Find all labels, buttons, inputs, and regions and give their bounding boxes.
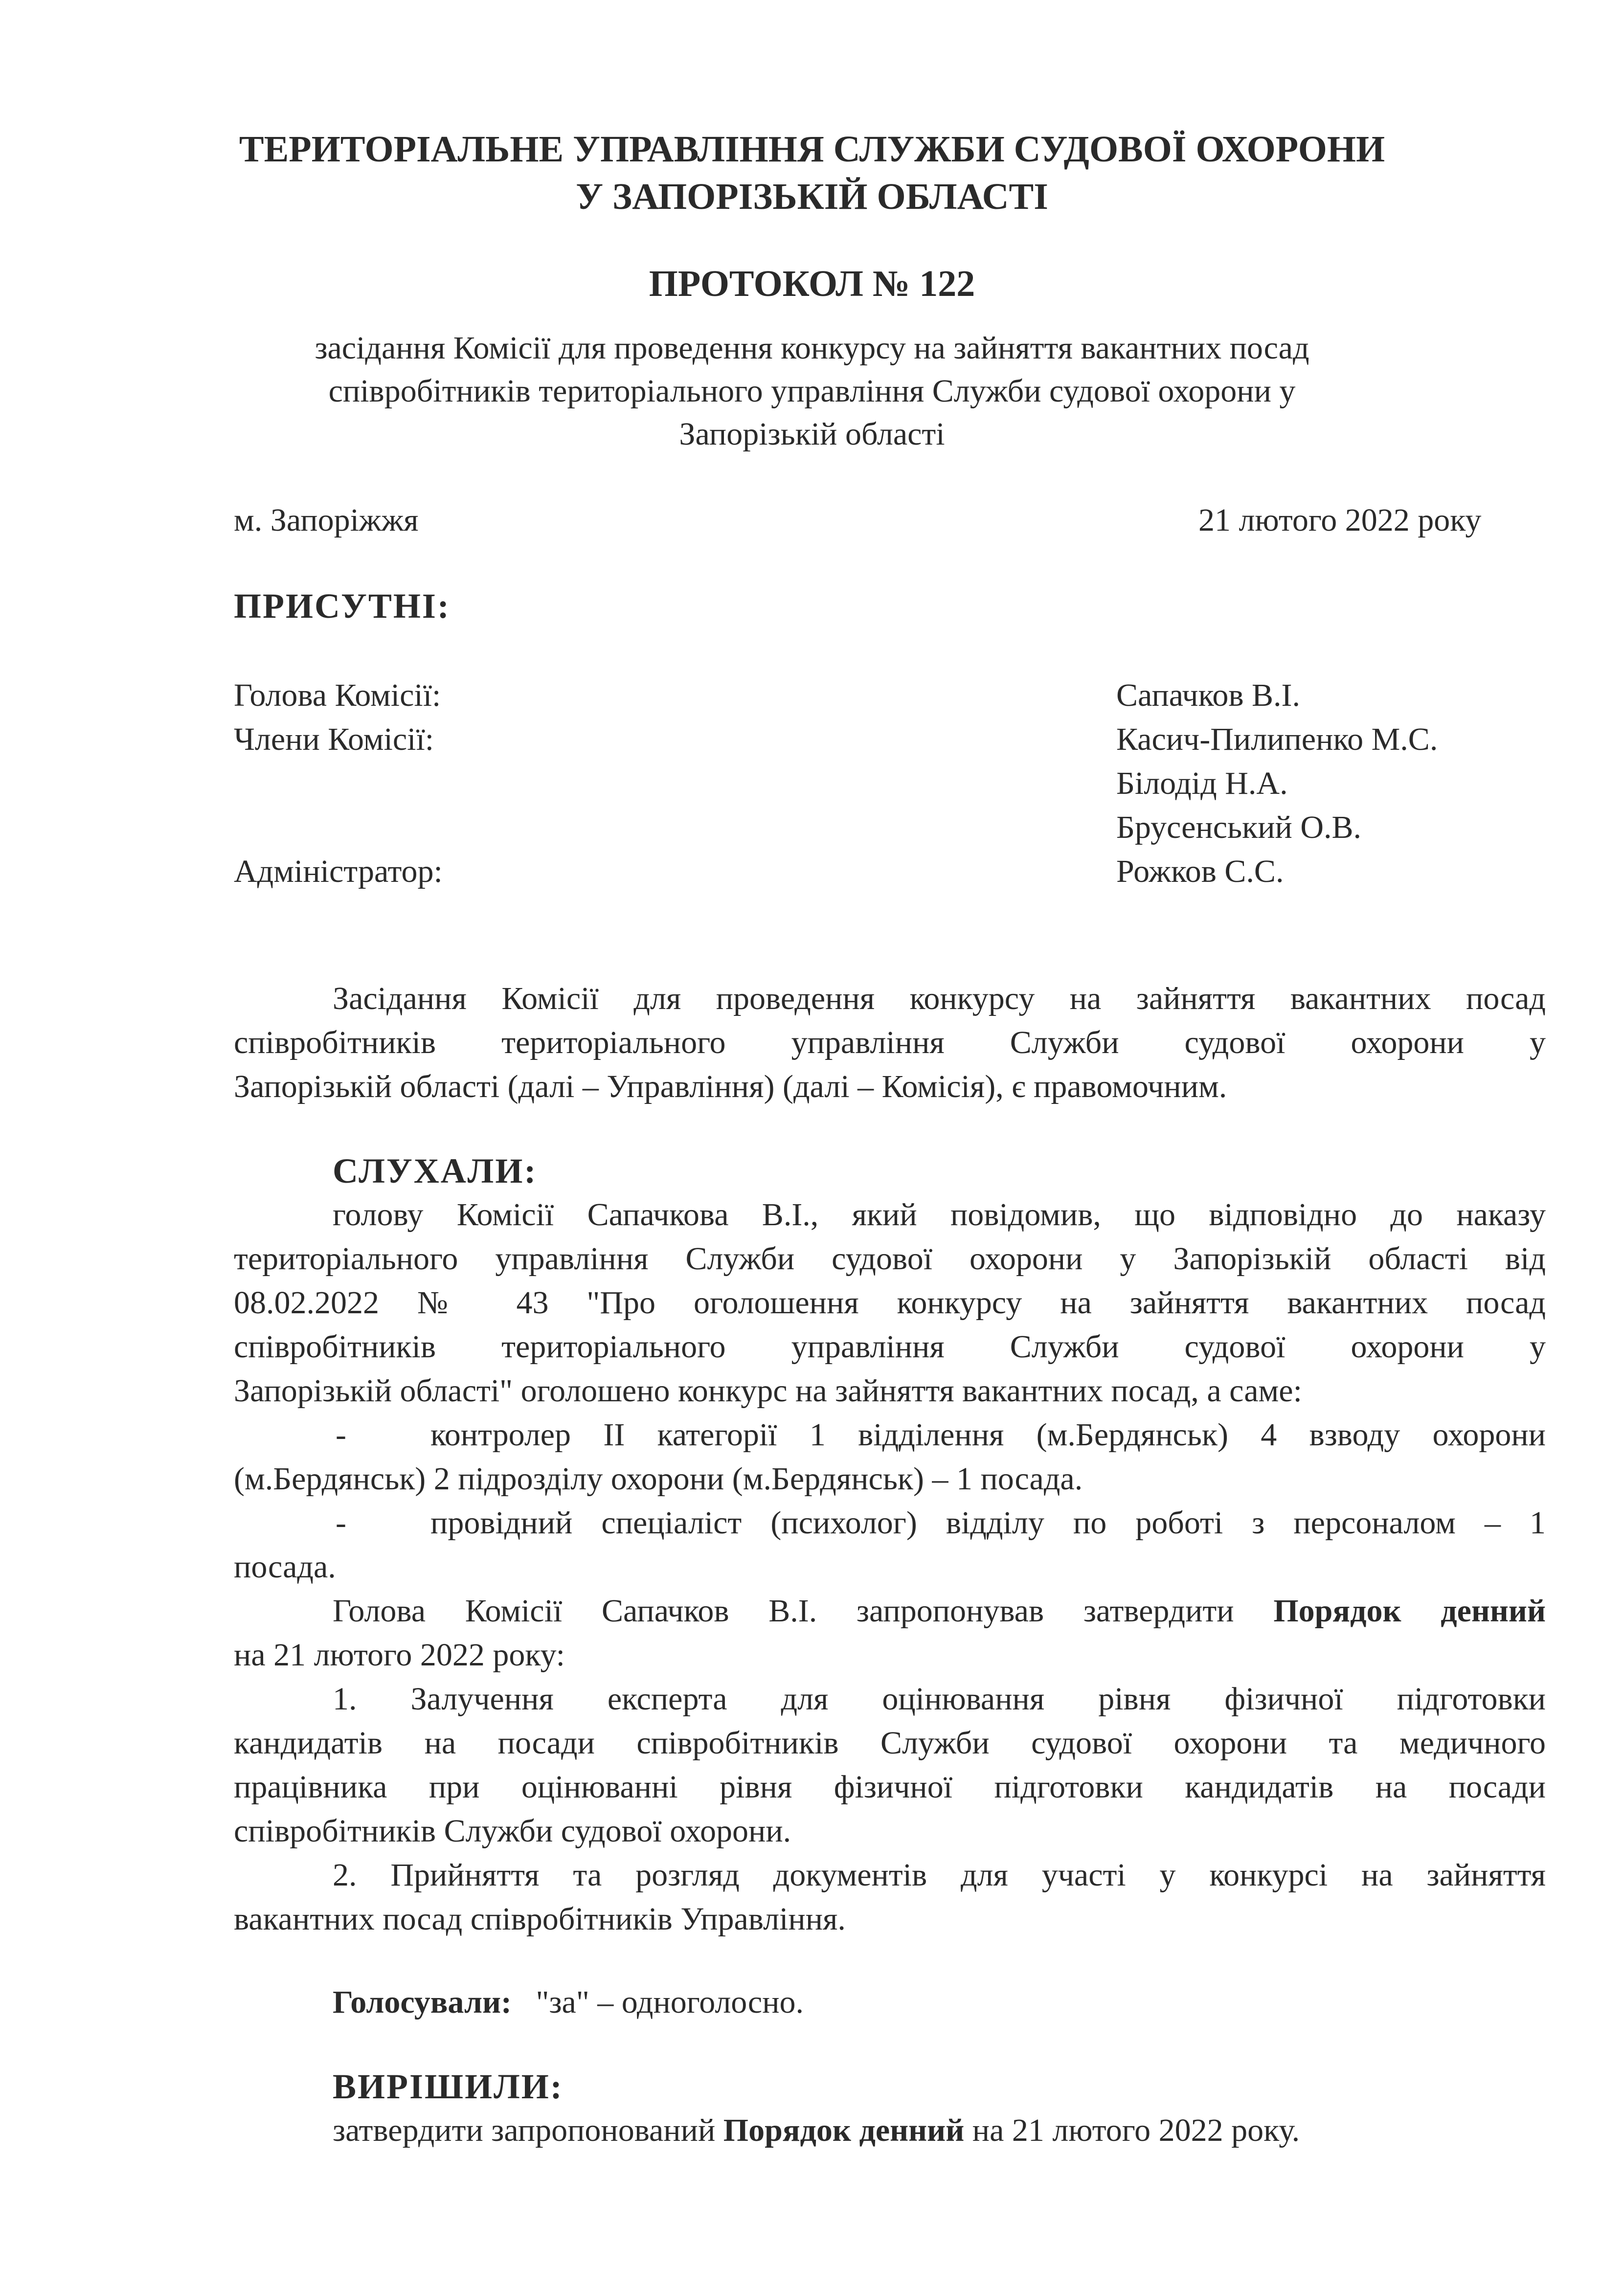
chair-name: Сапачков В.І. bbox=[1116, 677, 1300, 713]
subtitle-line3: Запорізькій області bbox=[679, 416, 945, 452]
decided-text-pre: затвердити запропонований bbox=[333, 2112, 723, 2148]
list-dash: - bbox=[336, 1417, 346, 1453]
org-title-line1: ТЕРИТОРІАЛЬНЕ УПРАВЛІННЯ СЛУЖБИ СУДОВОЇ ОХОРОНИ bbox=[239, 129, 1385, 170]
agenda1-line2: кандидатів на посади співробітників Служби судової охорони та медичного bbox=[234, 1725, 1546, 1761]
subtitle-line2: співробітників територіального управління Служби судової охорони у bbox=[328, 373, 1296, 409]
subtitle-line1: засідання Комісії для проведення конкурсу на зайняття вакантних посад bbox=[315, 330, 1309, 366]
member-name: Брусенський О.В. bbox=[1116, 809, 1362, 845]
decided-text-post: на 21 лютого 2022 року. bbox=[964, 2112, 1300, 2148]
present-heading: ПРИСУТНІ: bbox=[234, 586, 451, 626]
admin-label: Адміністратор: bbox=[234, 854, 443, 889]
agenda-bold-text: Порядок денний bbox=[723, 2112, 965, 2148]
heard-heading: СЛУХАЛИ: bbox=[333, 1151, 538, 1190]
intro-line3: Запорізькій області (далі – Управління) (далі – Комісія), є правомочним. bbox=[234, 1069, 1227, 1104]
intro-line2: співробітників територіального управління Служби судової охорони у bbox=[234, 1025, 1546, 1060]
agenda2-line2: вакантних посад співробітників Управління. bbox=[234, 1901, 846, 1937]
vacancy-item2-line1: провідний спеціаліст (психолог) відділу по роботі з персоналом – 1 bbox=[430, 1505, 1546, 1541]
proposal-line2: на 21 лютого 2022 року: bbox=[234, 1637, 565, 1673]
vote-line bbox=[333, 1981, 804, 2024]
member-name: Білодід Н.А. bbox=[1116, 765, 1288, 801]
list-dash: - bbox=[336, 1505, 346, 1541]
org-title-line2: У ЗАПОРІЗЬКІЙ ОБЛАСТІ bbox=[576, 176, 1048, 217]
vote-result: "за" – одноголосно. bbox=[536, 1984, 804, 2020]
intro-line1: Засідання Комісії для проведення конкурсу на зайняття вакантних посад bbox=[333, 981, 1546, 1016]
city: м. Запоріжжя bbox=[234, 502, 419, 538]
vacancy-item2-line2: посада. bbox=[234, 1549, 336, 1585]
admin-name: Рожков С.С. bbox=[1116, 854, 1284, 889]
proposal-line1-text: Голова Комісії Сапачков В.І. запропонував затвердити bbox=[333, 1593, 1274, 1629]
member-name: Касич-Пилипенко М.С. bbox=[1116, 721, 1438, 757]
decided-text bbox=[333, 2109, 1300, 2152]
proposal-line1 bbox=[333, 1590, 1546, 1633]
chair-label: Голова Комісії: bbox=[234, 677, 441, 713]
agenda-bold-text: Порядок денний bbox=[1273, 1593, 1546, 1629]
decided-heading: ВИРІШИЛИ: bbox=[333, 2067, 564, 2106]
vacancy-item1-line2: (м.Бердянськ) 2 підрозділу охорони (м.Бердянськ) – 1 посада. bbox=[234, 1461, 1083, 1497]
protocol-title: ПРОТОКОЛ № 122 bbox=[649, 263, 975, 304]
agenda1-line4: співробітників Служби судової охорони. bbox=[234, 1813, 791, 1849]
vacancy-item1-line1: контролер ІІ категорії 1 відділення (м.Бердянськ) 4 взводу охорони bbox=[430, 1417, 1546, 1453]
heard-line3: 08.02.2022 № 43 "Про оголошення конкурсу на зайняття вакантних посад bbox=[234, 1285, 1546, 1321]
date: 21 лютого 2022 року bbox=[1198, 502, 1482, 538]
heard-line5: Запорізькій області" оголошено конкурс на зайняття вакантних посад, а саме: bbox=[234, 1373, 1302, 1409]
agenda1-line3: працівника при оцінюванні рівня фізичної підготовки кандидатів на посади bbox=[234, 1769, 1546, 1805]
heard-line2: територіального управління Служби судової охорони у Запорізькій області від bbox=[234, 1241, 1546, 1277]
members-label: Члени Комісії: bbox=[234, 721, 434, 757]
heard-line1: голову Комісії Сапачкова В.І., який повідомив, що відповідно до наказу bbox=[333, 1197, 1546, 1233]
agenda2-line1: 2. Прийняття та розгляд документів для участі у конкурсі на зайняття bbox=[333, 1857, 1546, 1893]
agenda1-line1: 1. Залучення експерта для оцінювання рівня фізичної підготовки bbox=[333, 1681, 1546, 1717]
heard-line4: співробітників територіального управління Служби судової охорони у bbox=[234, 1329, 1546, 1365]
vote-label: Голосували: bbox=[333, 1984, 512, 2020]
